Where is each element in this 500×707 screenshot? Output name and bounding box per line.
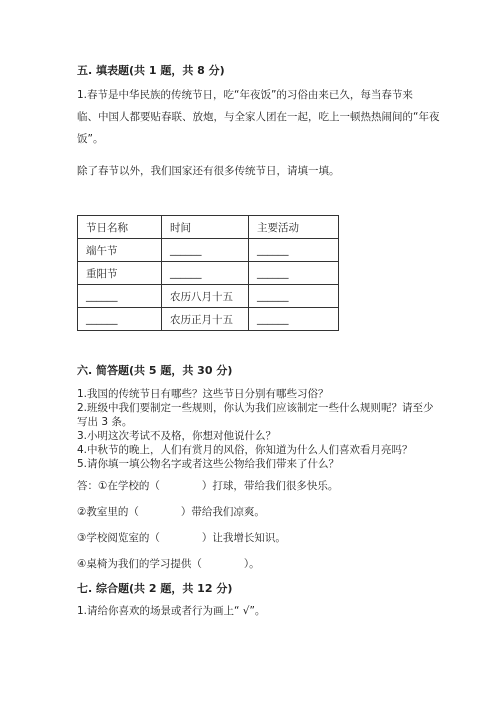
table-cell: ______ <box>78 285 162 308</box>
table-cell: ______ <box>249 239 339 262</box>
section7-q1: 1.请给你喜欢的场景或者行为画上“ √”。 <box>77 605 266 617</box>
table-header-cell: 时间 <box>162 216 249 239</box>
table-row <box>78 239 339 262</box>
table-cell: ______ <box>249 308 339 331</box>
answer-line: 答：①在学校的（ ）打球，带给我们很多快乐。 <box>77 480 339 492</box>
table-cell: 农历八月十五 <box>162 285 249 308</box>
answer-line: ④桌椅为我们的学习提供（ ）。 <box>77 558 260 570</box>
q1-text-line1: 1.春节是中华民族的传统节日，吃“年夜饭”的习俗由来已久，每当春节来 <box>77 89 413 101</box>
table-row <box>78 285 339 308</box>
answer-line: ②教室里的（ ）带给我们凉爽。 <box>77 506 265 518</box>
q1-text-line4: 除了春节以外，我们国家还有很多传统节日，请填一填。 <box>77 165 340 177</box>
q1-text-line2: 临、中国人都要贴春联、放炮，与全家人团在一起，吃上一顿热热闹间的“年夜 <box>77 111 440 123</box>
question-line: 1.我国的传统节日有哪些？这些节日分别有哪些习俗？ <box>77 388 329 400</box>
question-line: 3.小明这次考试不及格，你想对他说什么？ <box>77 430 277 442</box>
table-header-cell: 节日名称 <box>78 216 162 239</box>
table-cell: ______ <box>162 239 249 262</box>
question-line: 5.请你填一填公物名字或者这些公物给我们带来了什么？ <box>77 458 340 470</box>
answer-line: ③学校阅览室的（ ）让我增长知识。 <box>77 532 286 544</box>
table-row <box>78 262 339 285</box>
table-cell: 端午节 <box>78 239 162 262</box>
festival-table <box>77 215 339 331</box>
question-line: 4.中秋节的晚上，人们有赏月的风俗，你知道为什么人们喜欢看月亮吗？ <box>77 444 413 456</box>
table-cell: 重阳节 <box>78 262 162 285</box>
table-cell: ______ <box>78 308 162 331</box>
table-header-row <box>78 216 339 239</box>
section6-heading: 六. 简答题(共 5 题，共 30 分) <box>77 364 233 377</box>
question-line: 写出 3 条。 <box>77 416 133 428</box>
table-cell: ______ <box>249 285 339 308</box>
table-cell: 农历正月十五 <box>162 308 249 331</box>
table-cell: ______ <box>249 262 339 285</box>
q1-text-line3: 饭”。 <box>77 133 104 145</box>
table-row <box>78 308 339 331</box>
section5-heading: 五. 填表题(共 1 题，共 8 分) <box>77 64 225 77</box>
section7-heading: 七. 综合题(共 2 题，共 12 分) <box>77 582 233 595</box>
table-cell: ______ <box>162 262 249 285</box>
question-line: 2.班级中我们要制定一些规则，你认为我们应该制定一些什么规则呢？请至少 <box>77 402 434 414</box>
table-header-cell: 主要活动 <box>249 216 339 239</box>
